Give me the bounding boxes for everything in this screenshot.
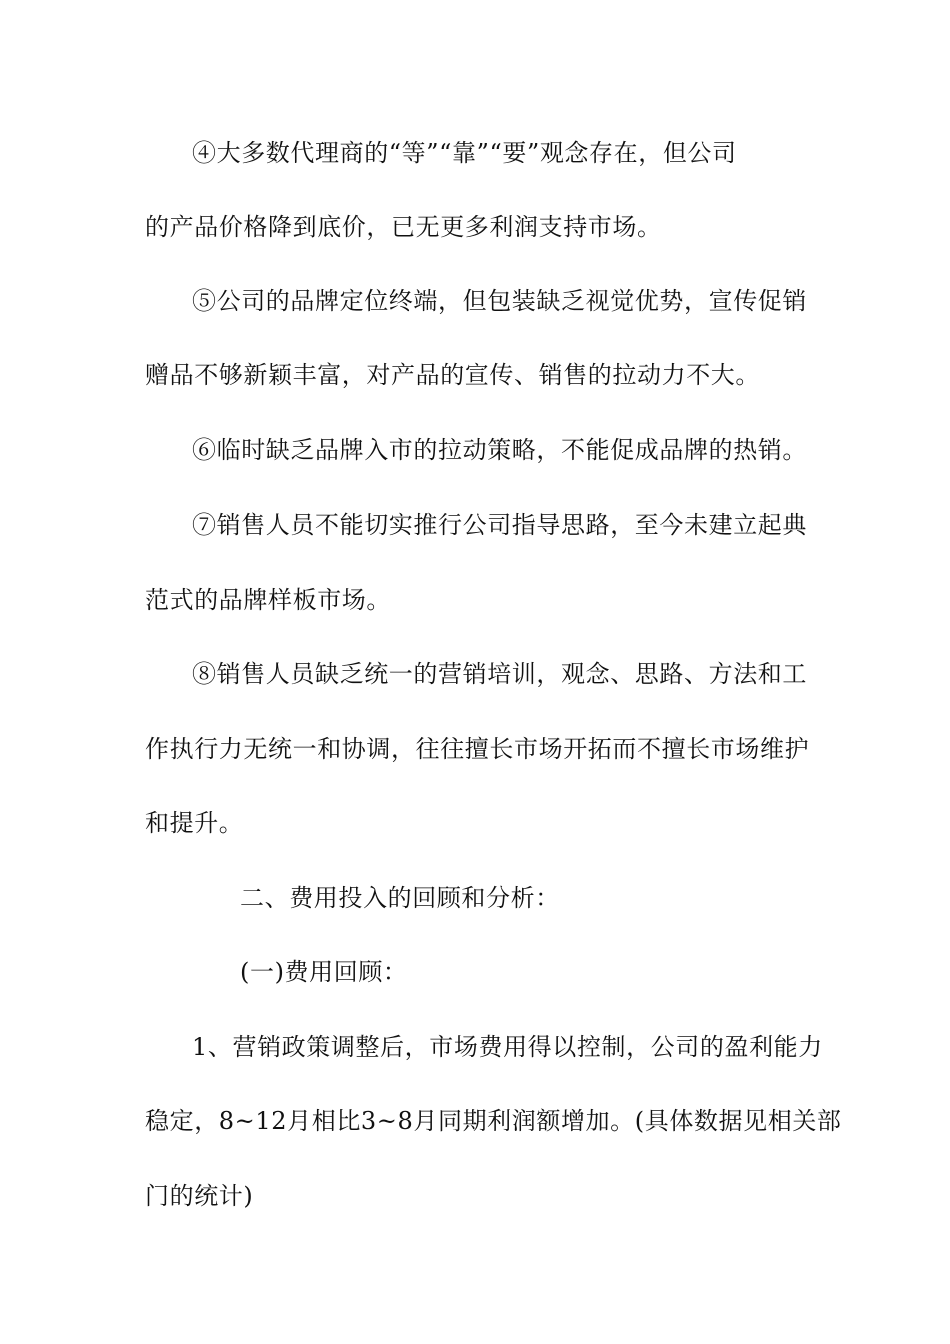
- paragraph-7-line-1: ⑦销售人员不能切实推行公司指导思路，至今未建立起典: [192, 511, 807, 539]
- paragraph-5-line-2: 赠品不够新颖丰富，对产品的宣传、销售的拉动力不大。: [145, 361, 760, 389]
- paragraph-8-line-3: 和提升。: [145, 809, 244, 837]
- paragraph-4-line-1: ④大多数代理商的“等”“靠”“要”观念存在，但公司: [192, 139, 737, 167]
- paragraph-8-line-1: ⑧销售人员缺乏统一的营销培训，观念、思路、方法和工: [192, 660, 807, 688]
- paragraph-5-line-1: ⑤公司的品牌定位终端，但包装缺乏视觉优势，宣传促销: [192, 287, 807, 315]
- item-1-line-3: 门的统计): [145, 1182, 254, 1210]
- paragraph-8-line-2: 作执行力无统一和协调，往往擅长市场开拓而不擅长市场维护: [145, 735, 810, 763]
- paragraph-4-line-2: 的产品价格降到底价，已无更多利润支持市场。: [145, 213, 662, 241]
- section-heading: 二、费用投入的回顾和分析：: [240, 884, 560, 912]
- paragraph-7-line-2: 范式的品牌样板市场。: [145, 586, 391, 614]
- item-1-line-2: 稳定，8~12月相比3~8月同期利润额增加。(具体数据见相关部: [145, 1107, 842, 1135]
- item-1-line-1: 1、营销政策调整后，市场费用得以控制，公司的盈利能力: [192, 1033, 823, 1061]
- subsection-heading: (一)费用回顾：: [240, 958, 408, 986]
- paragraph-6-line-1: ⑥临时缺乏品牌入市的拉动策略，不能促成品牌的热销。: [192, 436, 807, 464]
